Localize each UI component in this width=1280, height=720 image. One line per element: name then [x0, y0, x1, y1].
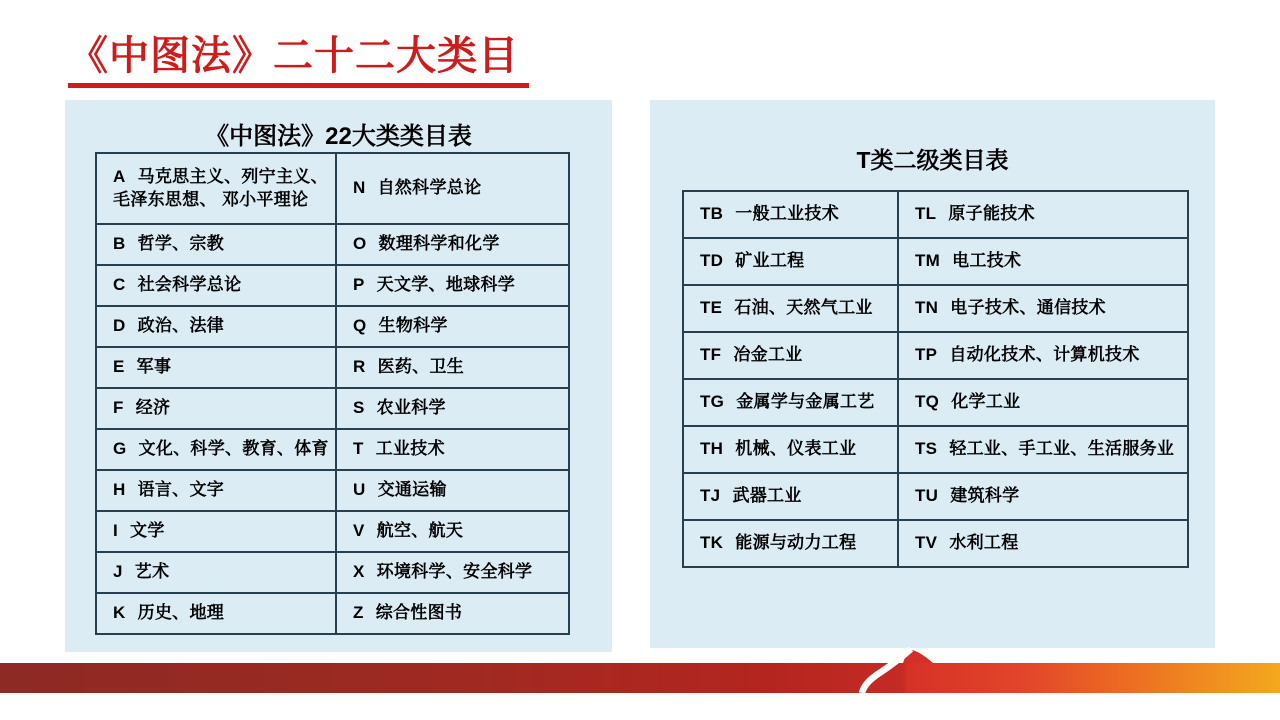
- table-row: [96, 552, 569, 593]
- category-code: TL: [915, 204, 937, 224]
- category-name: 交通运输: [377, 480, 447, 500]
- category-cell: [96, 306, 336, 347]
- category-name: 社会科学总论: [137, 275, 242, 295]
- table-row: [96, 593, 569, 634]
- category-cell: [336, 470, 569, 511]
- table-row: [96, 429, 569, 470]
- category-name: 电子技术、通信技术: [950, 298, 1106, 318]
- category-cell: [96, 470, 336, 511]
- t-subcategories-table: [682, 190, 1189, 568]
- category-code: T: [353, 439, 364, 459]
- category-cell: [898, 285, 1188, 332]
- category-name: 能源与动力工程: [735, 533, 857, 553]
- category-name: 冶金工业: [733, 345, 803, 365]
- category-name: 机械、仪表工业: [735, 439, 857, 459]
- category-code: TN: [915, 298, 939, 318]
- category-code: Q: [353, 316, 367, 336]
- category-cell: [683, 520, 898, 567]
- category-cell: [898, 379, 1188, 426]
- table-row: [683, 332, 1188, 379]
- category-name: 电工技术: [952, 251, 1022, 271]
- category-name: 石油、天然气工业: [734, 298, 873, 318]
- table-row: [96, 347, 569, 388]
- category-cell: [898, 473, 1188, 520]
- category-code: X: [353, 562, 365, 582]
- category-cell: [683, 238, 898, 285]
- category-cell: [898, 332, 1188, 379]
- category-name: 水利工程: [949, 533, 1019, 553]
- footer-gradient-bar: [0, 645, 1280, 695]
- category-name: 自然科学总论: [377, 178, 482, 198]
- category-name: 哲学、宗教: [137, 234, 225, 254]
- category-cell: [336, 552, 569, 593]
- table-row: [96, 388, 569, 429]
- table-row: [683, 426, 1188, 473]
- category-code: E: [113, 357, 125, 377]
- category-name: 语言、文字: [137, 480, 225, 500]
- category-name: 自动化技术、计算机技术: [949, 345, 1140, 365]
- category-code: D: [113, 316, 126, 336]
- table-row: [683, 379, 1188, 426]
- category-code: A: [113, 166, 126, 186]
- category-name: 工业技术: [375, 439, 445, 459]
- table-row: [683, 238, 1188, 285]
- category-code: P: [353, 275, 365, 295]
- category-code: N: [353, 178, 366, 198]
- category-name: 生物科学: [378, 316, 448, 336]
- category-code: TD: [700, 251, 724, 271]
- category-code: TG: [700, 392, 725, 412]
- table-row: [96, 511, 569, 552]
- category-code: TH: [700, 439, 724, 459]
- table-row: [683, 520, 1188, 567]
- category-cell: [898, 520, 1188, 567]
- category-cell: [96, 347, 336, 388]
- category-name: 数理科学和化学: [378, 234, 500, 254]
- category-cell: [683, 473, 898, 520]
- category-cell: [96, 388, 336, 429]
- category-cell: [96, 429, 336, 470]
- category-name: 艺术: [134, 562, 170, 582]
- category-code: K: [113, 603, 126, 623]
- category-code: J: [113, 562, 123, 582]
- category-name: 矿业工程: [735, 251, 805, 271]
- category-code: TB: [700, 204, 724, 224]
- category-name: 农业科学: [376, 398, 446, 418]
- category-name: 化学工业: [951, 392, 1021, 412]
- left-panel: [65, 100, 612, 652]
- category-cell: [898, 191, 1188, 238]
- category-cell: [96, 511, 336, 552]
- category-cell: [683, 332, 898, 379]
- table-row: [96, 265, 569, 306]
- category-code: TF: [700, 345, 722, 365]
- main-categories-table: [95, 152, 570, 635]
- category-name: 一般工业技术: [735, 204, 840, 224]
- category-code: TE: [700, 298, 723, 318]
- category-name: 文学: [130, 521, 165, 541]
- category-code: G: [113, 439, 127, 459]
- category-cell: [336, 388, 569, 429]
- category-cell: [96, 265, 336, 306]
- category-cell: [336, 347, 569, 388]
- category-cell: [336, 265, 569, 306]
- category-name: 建筑科学: [950, 486, 1020, 506]
- category-name: 政治、法律: [137, 316, 225, 336]
- category-name: 文化、科学、教育、体育: [138, 439, 329, 459]
- category-name: 经济: [135, 398, 171, 418]
- category-code: TS: [915, 439, 938, 459]
- category-cell: [683, 191, 898, 238]
- category-cell: [683, 379, 898, 426]
- table-row: [683, 473, 1188, 520]
- category-code: S: [353, 398, 365, 418]
- category-code: TQ: [915, 392, 940, 412]
- category-cell: [336, 153, 569, 224]
- table-row: [683, 191, 1188, 238]
- category-name: 原子能技术: [948, 204, 1035, 224]
- category-cell: [96, 153, 336, 224]
- table-row: [683, 285, 1188, 332]
- category-code: TK: [700, 533, 724, 553]
- table-row: [96, 153, 569, 224]
- table-row: [96, 306, 569, 347]
- category-name: 马克思主义、列宁主义、毛泽东思想、 邓小平理论: [113, 166, 328, 209]
- category-name: 历史、地理: [137, 603, 225, 623]
- category-name: 航空、航天: [376, 521, 464, 541]
- category-code: C: [113, 275, 126, 295]
- category-code: V: [353, 521, 365, 541]
- category-cell: [898, 426, 1188, 473]
- category-code: TU: [915, 486, 939, 506]
- category-name: 天文学、地球科学: [376, 275, 516, 295]
- category-cell: [96, 593, 336, 634]
- category-name: 轻工业、手工业、生活服务业: [949, 439, 1175, 459]
- category-name: 军事: [136, 357, 172, 377]
- left-panel-title: 《中图法》22大类类目表: [205, 123, 472, 150]
- category-code: TM: [915, 251, 941, 271]
- slide-title: 《中图法》二十二大类目: [68, 34, 529, 88]
- category-name: 金属学与金属工艺: [736, 392, 875, 412]
- category-cell: [336, 593, 569, 634]
- right-panel: [650, 100, 1215, 648]
- right-panel-title: T类二级类目表: [856, 147, 1009, 173]
- category-cell: [96, 224, 336, 265]
- category-name: 环境科学、安全科学: [376, 562, 533, 582]
- category-code: I: [113, 521, 119, 541]
- category-code: F: [113, 398, 124, 418]
- category-cell: [683, 426, 898, 473]
- category-code: H: [113, 480, 126, 500]
- category-cell: [336, 224, 569, 265]
- category-cell: [898, 238, 1188, 285]
- category-cell: [336, 306, 569, 347]
- category-cell: [336, 429, 569, 470]
- category-code: TJ: [700, 486, 721, 506]
- category-code: Z: [353, 603, 364, 623]
- category-code: U: [353, 480, 366, 500]
- category-code: TP: [915, 345, 938, 365]
- table-row: [96, 224, 569, 265]
- category-code: O: [353, 234, 367, 254]
- category-code: R: [353, 357, 366, 377]
- footer-bar-fill: [0, 663, 1280, 693]
- table-row: [96, 470, 569, 511]
- category-name: 医药、卫生: [377, 357, 465, 377]
- category-cell: [336, 511, 569, 552]
- category-cell: [683, 285, 898, 332]
- category-name: 综合性图书: [375, 603, 463, 623]
- category-code: B: [113, 234, 126, 254]
- category-code: TV: [915, 533, 938, 553]
- category-cell: [96, 552, 336, 593]
- category-name: 武器工业: [732, 486, 802, 506]
